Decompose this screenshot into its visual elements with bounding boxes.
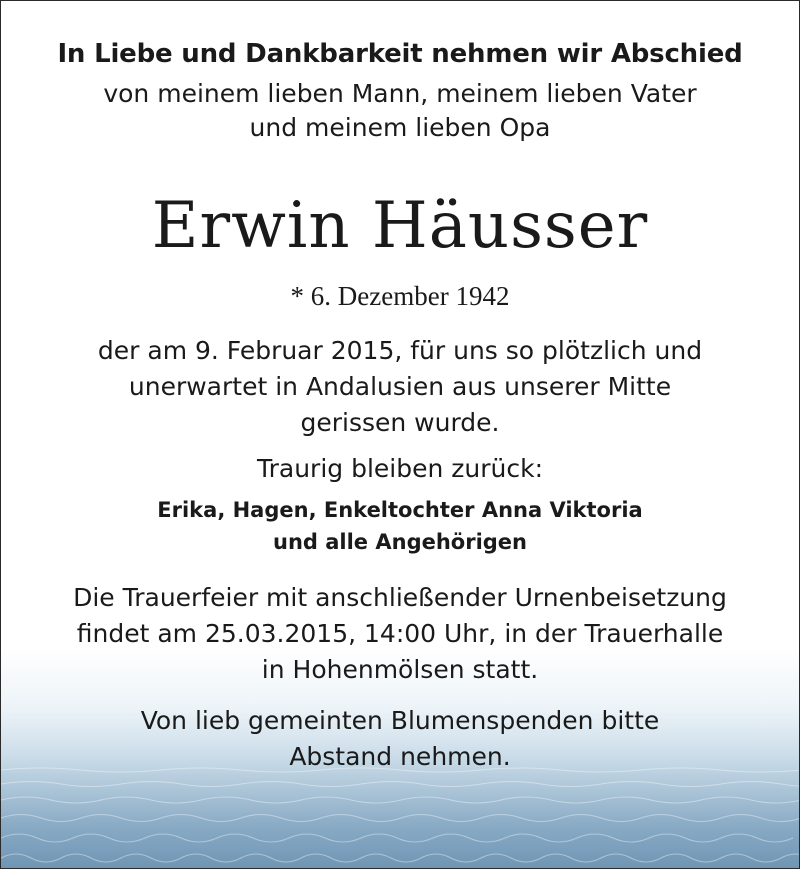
- mourners-heading: Traurig bleiben zurück:: [257, 454, 543, 483]
- death-paragraph: [1, 333, 799, 441]
- death-line-1: der am 9. Februar 2015, für uns so plötzlich und: [97, 336, 703, 365]
- ceremony-line-2: findet am 25.03.2015, 14:00 Uhr, in der Trauerhalle: [76, 619, 724, 648]
- birth-date: * 6. Dezember 1942: [290, 281, 510, 311]
- deceased-name: Erwin Häusser: [151, 189, 649, 263]
- flowers-paragraph: [1, 703, 799, 775]
- intro-line-1: von meinem lieben Mann, meinem lieben Vater: [103, 79, 697, 108]
- headline: In Liebe und Dankbarkeit nehmen wir Abschied: [57, 39, 743, 69]
- ceremony-line-3: in Hohenmölsen statt.: [261, 655, 539, 684]
- intro-line-2: und meinem lieben Opa: [249, 113, 551, 142]
- ceremony-line-1: Die Trauerfeier mit anschließender Urnenbeisetzung: [73, 583, 727, 612]
- death-line-2: unerwartet in Andalusien aus unserer Mitte: [128, 372, 672, 401]
- ceremony-paragraph: [1, 580, 799, 688]
- mourners-line-2: und alle Angehörigen: [273, 530, 527, 554]
- mourners-line-1: Erika, Hagen, Enkeltochter Anna Viktoria: [157, 498, 643, 522]
- mourners-names: [1, 494, 799, 558]
- death-line-3: gerissen wurde.: [300, 408, 500, 437]
- flowers-line-2: Abstand nehmen.: [289, 742, 511, 771]
- flowers-line-1: Von lieb gemeinten Blumenspenden bitte: [140, 706, 660, 735]
